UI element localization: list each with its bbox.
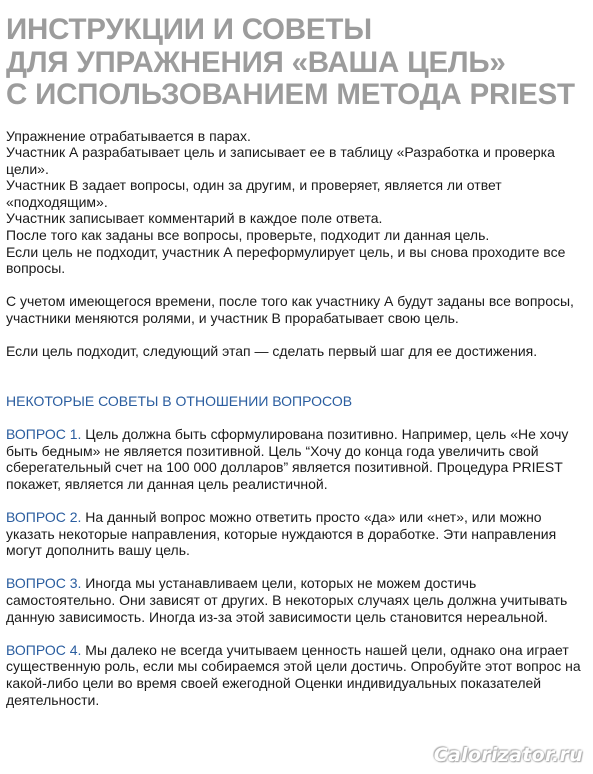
intro-paragraph-7: С учетом имеющегося времени, после того как участнику А будут заданы все вопросы, участники меняются ролями, и участник В прорабатывает свою цель. <box>6 293 574 327</box>
page-title <box>6 14 581 112</box>
spacer <box>6 360 581 393</box>
question-2-text: На данный вопрос можно ответить просто «да» или «нет», или можно указать некоторые направления, которые нуждаются в доработке. Эти направления могут дополнить вашу цель. <box>6 508 557 559</box>
title-line-3: С ИСПОЛЬЗОВАНИЕМ МЕТОДА PRIEST <box>6 78 575 111</box>
question-1-tip <box>6 426 581 492</box>
intro-paragraph-2: Участник А разрабатывает цель и записывает ее в таблицу «Разработка и проверка цели». <box>6 144 555 177</box>
question-3-text: Иногда мы устанавливаем цели, которых не можем достичь самостоятельно. Они зависят от других. В некоторых случаях цель должна учитывать данную зависимость. Иногда из-за этой зависимости цель становится нереальной. <box>6 575 568 625</box>
intro-paragraph-4: Участник записывает комментарий в каждое поле ответа. <box>6 210 383 227</box>
spacer <box>6 277 581 294</box>
question-1-text: Цель должна быть сформулирована позитивно. Например, цель «Не хочу быть бедным» не является позитивной. Цель “Хочу до конца года увеличить свой сберегательный счет на 100 000 долларов” является позитивной. Процедура PRIEST покажет, является ли данная цель реалистичной. <box>6 426 569 492</box>
question-1-label: ВОПРОС 1. <box>6 426 82 442</box>
title-line-2: ДЛЯ УПРАЖНЕНИЯ «ВАША ЦЕЛЬ» <box>6 45 506 79</box>
spacer <box>6 492 581 509</box>
tips-heading: НЕКОТОРЫЕ СОВЕТЫ В ОТНОШЕНИИ ВОПРОСОВ <box>6 392 353 409</box>
question-4-tip <box>6 642 581 708</box>
intro-paragraph-6: Если цель не подходит, участник А переформулирует цель, и вы снова проходите все вопросы. <box>6 243 566 277</box>
spacer <box>6 559 581 576</box>
instructions-body <box>6 128 581 709</box>
watermark-logo: Calorizator.ru <box>433 744 583 766</box>
question-3-label: ВОПРОС 3. <box>6 575 82 592</box>
question-2-label: ВОПРОС 2. <box>6 508 82 525</box>
spacer <box>6 625 581 642</box>
title-line-1: ИНСТРУКЦИИ И СОВЕТЫ <box>6 13 372 46</box>
question-4-text: Мы далеко не всегда учитываем ценность нашей цели, однако она играет существенную роль, если мы собираемся этой цели достичь. Опробуйте этот вопрос на какой-либо цели во время своей ежегодной Оценки индивидуальных показателей деятельности. <box>6 641 581 708</box>
question-4-label: ВОПРОС 4. <box>6 641 82 658</box>
question-3-tip <box>6 575 581 625</box>
spacer <box>6 409 581 426</box>
spacer <box>6 327 581 344</box>
intro-paragraph-8: Если цель подходит, следующий этап — сделать первый шаг для ее достижения. <box>6 343 538 360</box>
intro-paragraph-3: Участник В задает вопросы, один за другим, и проверяет, является ли ответ «подходящим». <box>6 177 502 210</box>
intro-paragraph-1: Упражнение отрабатывается в парах. <box>6 127 251 144</box>
intro-paragraph-5: После того как заданы все вопросы, проверьте, подходит ли данная цель. <box>6 227 490 244</box>
question-2-tip <box>6 509 581 559</box>
